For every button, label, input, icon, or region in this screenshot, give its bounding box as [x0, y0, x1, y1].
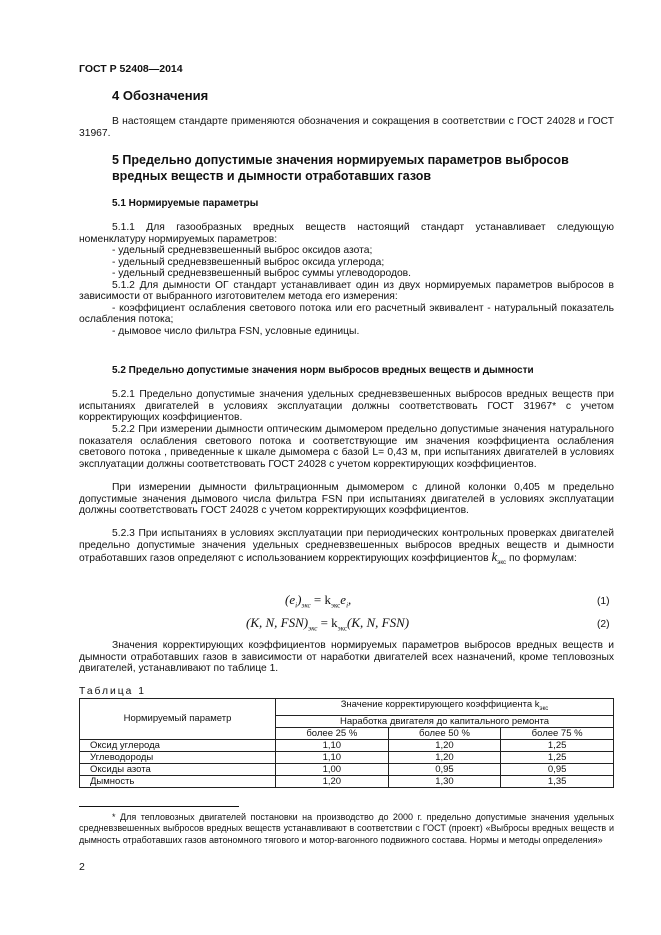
section-5-2-title: 5.2 Предельно допустимые значения норм выбросов вредных веществ и дымности [112, 365, 534, 376]
equation-1-number: (1) [597, 596, 610, 607]
page-number: 2 [79, 861, 85, 873]
para-5-1-1: 5.1.1 Для газообразных вредных веществ настоящий стандарт устанавливает следующую номенклатуру нормируемых параметров: [79, 222, 614, 245]
table-cell: Углеводороды [80, 751, 276, 763]
table-header-param: Нормируемый параметр [80, 699, 276, 740]
section-5-1-title: 5.1 Нормируемые параметры [112, 198, 259, 209]
table-cell: 1,20 [388, 739, 501, 751]
table-cell: 1,10 [276, 751, 389, 763]
list-item: - удельный средневзвешенный выброс оксидов азота; [112, 245, 373, 256]
para-5-2-2-b: При измерении дымности фильтрационным дымомером с длиной колонки 0,405 м предельно допустимые значения дымового числа фильтра FSN при испытаниях двигателей в условиях эксплуатации должны соответствовать ГОСТ 24028 с учетом корректирующих коэффициентов. [79, 482, 614, 516]
footnote: * Для тепловозных двигателей постановки на производство до 2000 г. предельно допустимые значения удельных средневзвешенных выбросов вредных веществ устанавливают в соответствии с ГОСТ (проект) «Выбросы вредных веществ и дымность отработавших газов автономного тягового и мотор-вагонного подвижного состава. Нормы и методы определения» [79, 812, 614, 845]
table-header-coef: Значение корректирующего коэффициента $k_{экс}$ [276, 699, 614, 716]
table-cell: 1,00 [276, 763, 389, 775]
list-item: - удельный средневзвешенный выброс суммы углеводородов. [112, 268, 412, 279]
para-5-2-1: 5.2.1 Предельно допустимые значения удельных средневзвешенных выбросов вредных веществ при испытаниях двигателей в условиях эксплуатации должны соответствовать ГОСТ 31967* с учетом корректирующих коэффициентов. [79, 389, 614, 423]
document-header: ГОСТ Р 52408—2014 [79, 63, 183, 75]
table-row [80, 763, 614, 775]
equation-2-number: (2) [597, 619, 610, 630]
table-cell: 0,95 [388, 763, 501, 775]
table-subheader: более 25 % [276, 727, 389, 739]
table-header-hours: Наработка двигателя до капитального ремонта [276, 715, 614, 727]
equation-2: (K, N, $FSN)_{экс} = k_{экс}(K$, N, FSN) [246, 615, 410, 633]
list-item: - дымовое число фильтра FSN, условные единицы. [112, 325, 360, 337]
table-row [80, 739, 614, 751]
section-4-text: В настоящем стандарте применяются обозначения и сокращения в соответствии с ГОСТ 24028 и ГОСТ 31967. [79, 116, 614, 139]
table-subheader: более 50 % [388, 727, 501, 739]
table-cell: 1,35 [501, 775, 614, 787]
para-table-intro: Значения корректирующих коэффициентов нормируемых параметров выбросов вредных веществ и дымности отработавших газов в зависимости от наработки двигателей всех назначений, кроме тепловозных двигателей, устанавливают по таблице 1. [79, 640, 614, 674]
para-5-2-3: 5.2.3 При испытаниях в условиях эксплуатации при периодических контрольных проверках двигателей предельно допустимые значения удельных средневзвешенных выбросов вредных веществ и дымности отработавших газов определяют с использованием корректирующих коэффициентов $k_{экс}$ по формулам: [79, 528, 614, 567]
table-cell: 1,30 [388, 775, 501, 787]
table-cell: 1,10 [276, 739, 389, 751]
table-cell: Дымность [80, 775, 276, 787]
table-cell: Оксид углерода [80, 739, 276, 751]
table-cell: 1,25 [501, 739, 614, 751]
list-item: - коэффициент ослабления светового потока или его расчетный эквивалент - натуральный показатель ослабления потока; [79, 302, 614, 325]
footnote-divider [79, 806, 239, 807]
table-subheader: более 75 % [501, 727, 614, 739]
table-cell: 0,95 [501, 763, 614, 775]
table-cell: Оксиды азота [80, 763, 276, 775]
coefficients-table [79, 698, 614, 788]
section-5-title: 5 Предельно допустимые значения нормируемых параметров выбросов вредных веществ и дымности отработавших газов [112, 153, 569, 183]
section-4-title: 4 Обозначения [112, 88, 209, 103]
para-5-2-2: 5.2.2 При измерении дымности оптическим дымомером предельно допустимые значения натурального показателя ослабления светового потока и соответствующие им значения коэффициента ослабления светового потока , приведенные к шкале дымомера с базой L= 0,43 м, при испытаниях двигателей в условиях эксплуатации должны соответствовать ГОСТ 24028 с учетом корректирующих коэффициентов. [79, 424, 614, 470]
table-row [80, 751, 614, 763]
table-caption: Таблица 1 [79, 686, 146, 697]
table-cell: 1,20 [276, 775, 389, 787]
para-5-1-2: 5.1.2 Для дымности ОГ стандарт устанавливает один из двух нормируемых параметров выбросов в зависимости от выбранного изготовителем метода его измерения: [79, 279, 614, 302]
equation-1: $(e_i)_{экс} = k_{экс}e_i$, [285, 592, 352, 610]
table-cell: 1,20 [388, 751, 501, 763]
list-item: - удельный средневзвешенный выброс оксида углерода; [112, 256, 385, 268]
table-cell: 1,25 [501, 751, 614, 763]
table-row [80, 775, 614, 787]
